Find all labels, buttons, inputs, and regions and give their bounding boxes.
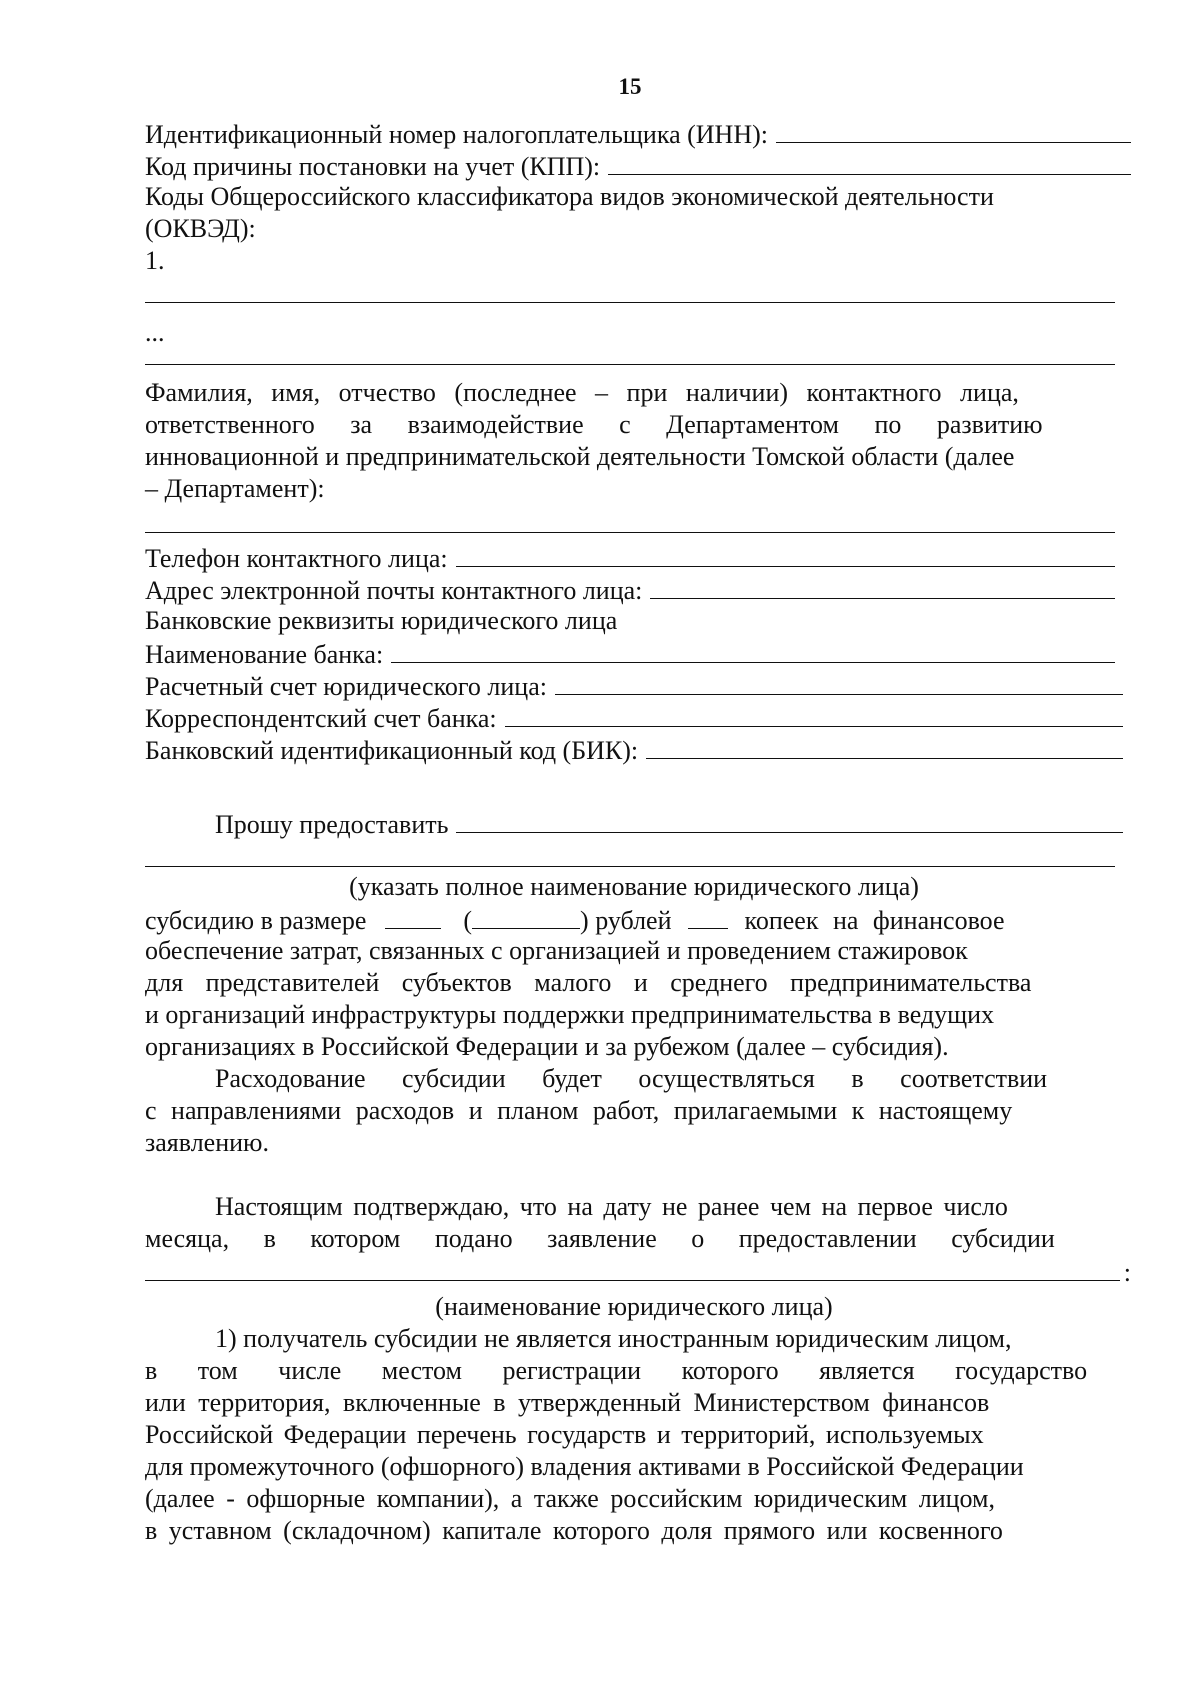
okved-text-1: Коды Общероссийского классификатора видов экономической деятельности xyxy=(145,182,994,211)
contact-fio-line-2 xyxy=(145,408,1131,442)
confirm-line-2: месяца, в котором подано заявление о предоставлении субсидии xyxy=(145,1224,1055,1253)
bik-row xyxy=(145,732,1123,766)
corr-account-label: Корреспондентский счет банка: xyxy=(145,704,497,733)
email-field-row xyxy=(145,572,1115,606)
inn-blank xyxy=(776,116,1131,143)
confirm-blank-row xyxy=(145,1254,1131,1288)
request-row xyxy=(215,806,1123,840)
inn-label: Идентификационный номер налогоплательщика (ИНН): xyxy=(145,120,768,149)
okved-line-1 xyxy=(145,180,1131,214)
corr-account-row xyxy=(145,700,1123,734)
contact-fio-line-3: инновационной и предпринимательской деятельности Томской области (далее xyxy=(145,442,1015,471)
confirm-colon: : xyxy=(1123,1258,1131,1287)
p2-line-1: Расходование субсидии будет осуществляться в соответствии xyxy=(215,1064,1048,1093)
okved-item-1-blank xyxy=(145,302,1115,303)
c1-line-1: 1) получатель субсидии не является иностранным юридическим лицом, xyxy=(215,1324,1012,1353)
c1-line-3: или территория, включенные в утвержденный Министерством финансов xyxy=(145,1388,990,1417)
phone-field-row xyxy=(145,540,1115,574)
contact-fio-line-1 xyxy=(145,376,1131,410)
inn-field-row xyxy=(145,116,1131,150)
p1-line-2: обеспечение затрат, связанных с организацией и проведением стажировок xyxy=(145,936,968,965)
p2-line-2: с направлениями расходов и планом работ, прилагаемыми к настоящему xyxy=(145,1096,1013,1125)
subsidy-text-a: субсидию в размере xyxy=(145,906,367,935)
kpp-label: Код причины постановки на учет (КПП): xyxy=(145,152,601,181)
subsidy-text-c: ) рублей xyxy=(580,906,672,935)
phone-label: Телефон контактного лица: xyxy=(145,544,448,573)
bank-heading: Банковские реквизиты юридического лица xyxy=(145,606,618,635)
okved-item-1: 1. xyxy=(145,246,165,275)
okved-line-2: (ОКВЭД): xyxy=(145,214,256,243)
request-blank xyxy=(456,806,1123,833)
c1-line-5: для промежуточного (офшорного) владения активами в Российской Федерации xyxy=(145,1452,1024,1481)
bank-name-label: Наименование банка: xyxy=(145,640,384,669)
email-label: Адрес электронной почты контактного лица: xyxy=(145,576,643,605)
subsidy-rub-blank xyxy=(385,902,441,929)
contact-fio-line-4: – Департамент): xyxy=(145,474,325,503)
kpp-blank xyxy=(608,148,1131,175)
p1-line-4: и организаций инфраструктуры поддержки предпринимательства в ведущих xyxy=(145,1000,995,1029)
request-label: Прошу предоставить xyxy=(215,810,449,839)
p2-line-3: заявлению. xyxy=(145,1128,269,1157)
email-blank xyxy=(650,572,1115,599)
page-number: 15 xyxy=(618,74,642,99)
okved-ellipsis: ... xyxy=(145,318,165,347)
caption-full-name: (указать полное наименование юридического лица) xyxy=(349,872,919,901)
request-blank-2 xyxy=(145,866,1115,867)
contact-fio-text-1: Фамилия, имя, отчество (последнее – при наличии) контактного лица, xyxy=(145,378,1019,407)
c1-line-4: Российской Федерации перечень государств и территорий, используемых xyxy=(145,1420,984,1449)
confirm-line-1: Настоящим подтверждаю, что на дату не ранее чем на первое число xyxy=(215,1192,1008,1221)
okved-ellipsis-blank xyxy=(145,364,1115,365)
corr-account-blank xyxy=(505,700,1123,727)
bank-name-blank xyxy=(391,636,1115,663)
subsidy-kop-blank xyxy=(688,902,728,929)
contact-fio-blank xyxy=(145,532,1115,533)
c1-line-7: в уставном (складочном) капитале которого доля прямого или косвенного xyxy=(145,1516,1003,1545)
subsidy-text-b: ( xyxy=(463,906,473,935)
c1-line-2: в том числе местом регистрации которого является государство xyxy=(145,1356,1088,1385)
account-blank xyxy=(555,668,1123,695)
subsidy-text-d: копеек на финансовое xyxy=(744,906,1005,935)
p1-line-3: для представителей субъектов малого и среднего предпринимательства xyxy=(145,968,1032,997)
confirm-name-blank xyxy=(145,1254,1120,1281)
bank-name-row xyxy=(145,636,1115,670)
subsidy-words-blank xyxy=(472,902,580,929)
bik-blank xyxy=(646,732,1123,759)
account-label: Расчетный счет юридического лица: xyxy=(145,672,547,701)
phone-blank xyxy=(456,540,1115,567)
caption-name: (наименование юридического лица) xyxy=(435,1292,833,1321)
kpp-field-row xyxy=(145,148,1131,182)
contact-fio-text-2: ответственного за взаимодействие с Департаментом по развитию xyxy=(145,410,1043,439)
bik-label: Банковский идентификационный код (БИК): xyxy=(145,736,639,765)
p1-line-5: организациях в Российской Федерации и за рубежом (далее – субсидия). xyxy=(145,1032,949,1061)
subsidy-amount-row xyxy=(145,902,1131,936)
account-row xyxy=(145,668,1123,702)
c1-line-6: (далее - офшорные компании), а также российским юридическим лицом, xyxy=(145,1484,995,1513)
